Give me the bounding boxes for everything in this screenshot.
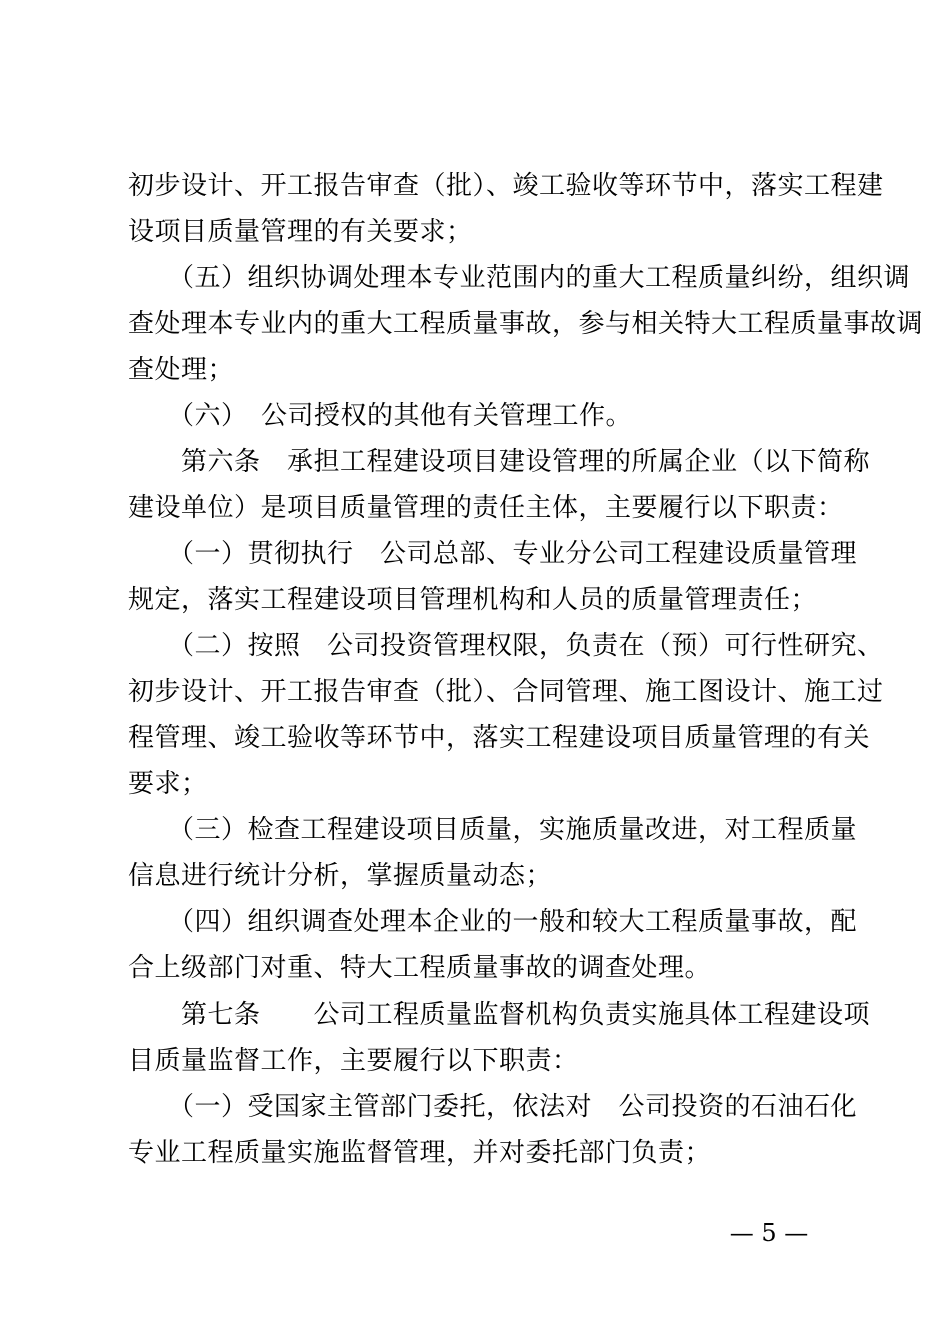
text-line: （一）贯彻执行 公司总部、专业分公司工程建设质量管理 [128, 539, 858, 569]
text-line: （一）受国家主管部门委托，依法对 公司投资的石油石化 [128, 1092, 858, 1122]
article-heading-line: 第六条 承担工程建设项目建设管理的所属企业（以下简称 [128, 447, 871, 477]
text-line: 程管理、竣工验收等环节中，落实工程建设项目质量管理的有关 [128, 723, 871, 753]
text-line: 目质量监督工作，主要履行以下职责： [128, 1046, 579, 1076]
text-line: 规定，落实工程建设项目管理机构和人员的质量管理责任； [128, 585, 818, 615]
text-line: 设项目质量管理的有关要求； [128, 217, 473, 247]
text-line: 要求； [128, 769, 208, 799]
text-line: 初步设计、开工报告审查（批）、合同管理、施工图设计、施工过 [128, 677, 884, 707]
text-line: （五）组织协调处理本专业范围内的重大工程质量纠纷，组织调 [128, 263, 911, 293]
text-line: 合上级部门对重、特大工程质量事故的调查处理。 [128, 953, 712, 983]
text-line: （四）组织调查处理本企业的一般和较大工程质量事故，配 [128, 907, 858, 937]
text-line: 建设单位）是项目质量管理的责任主体，主要履行以下职责： [128, 493, 844, 523]
text-line: （六） 公司授权的其他有关管理工作。 [128, 401, 633, 431]
text-line: 查处理； [128, 355, 235, 385]
text-line: （二）按照 公司投资管理权限，负责在（预）可行性研究、 [128, 631, 884, 661]
text-line: 专业工程质量实施监督管理，并对委托部门负责； [128, 1138, 712, 1168]
text-line: 初步设计、开工报告审查（批）、竣工验收等环节中，落实工程建 [128, 171, 884, 201]
text-line: （三）检查工程建设项目质量，实施质量改进，对工程质量 [128, 815, 858, 845]
article-heading-line: 第七条 公司工程质量监督机构负责实施具体工程建设项 [128, 1000, 871, 1030]
text-line: 信息进行统计分析，掌握质量动态； [128, 861, 553, 891]
page-number: — 5 — [729, 1219, 809, 1247]
text-line: 查处理本专业内的重大工程质量事故，参与相关特大工程质量事故调 [128, 309, 924, 339]
